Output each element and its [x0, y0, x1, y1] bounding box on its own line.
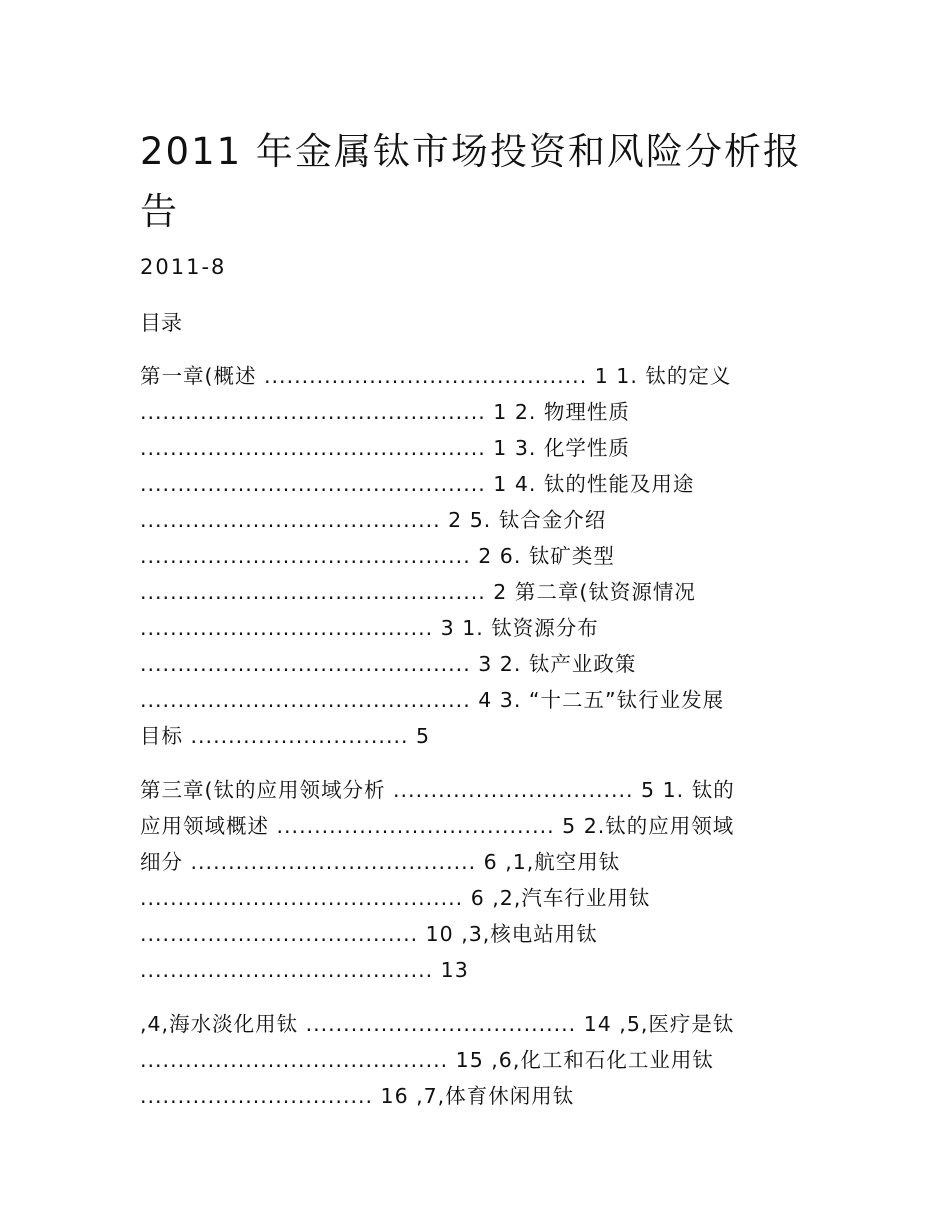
toc-line: .............................................. 1 3. 化学性质 — [140, 436, 630, 460]
title-line-1: 2011 年金属钛市场投资和风险分析报 — [140, 130, 802, 173]
toc-paragraph-3 — [140, 1006, 812, 1114]
toc-line: 细分 ...................................... 6 ,1,航空用钛 — [140, 850, 621, 874]
toc-line: ............................................ 2 6. 钛矿类型 — [140, 544, 615, 568]
title-line-2: 告 — [140, 190, 179, 233]
document-date: 2011-8 — [140, 255, 227, 279]
toc-line: ..................................... 10 ,3,核电站用钛 — [140, 922, 598, 946]
toc-line: ............................................ 4 3. “十二五”钛行业发展 — [140, 688, 725, 712]
toc-line: 应用领域概述 ..................................... 5 2.钛的应用领域 — [140, 814, 735, 838]
toc-line: .............................................. 2 第二章(钛资源情况 — [140, 580, 696, 604]
toc-paragraph-2 — [140, 772, 812, 988]
toc-line: ........................................ 2 5. 钛合金介绍 — [140, 508, 607, 532]
toc-line: 第三章(钛的应用领域分析 ................................ 5 1. 钛的 — [140, 778, 735, 802]
toc-heading: 目录 — [140, 311, 182, 335]
toc-line: 目标 ............................. 5 — [140, 724, 431, 748]
toc-line: 第一章(概述 ........................................... 1 1. 钛的定义 — [140, 364, 732, 388]
toc-line: ............................................ 3 2. 钛产业政策 — [140, 652, 637, 676]
toc-line: ,4,海水淡化用钛 .................................... 14 ,5,医疗是钛 — [140, 1012, 735, 1036]
toc-paragraph-1 — [140, 358, 812, 754]
toc-line: ....................................... 3 1. 钛资源分布 — [140, 616, 599, 640]
toc-line: .............................................. 1 4. 钛的性能及用途 — [140, 472, 695, 496]
toc-line: .............................................. 1 2. 物理性质 — [140, 400, 630, 424]
toc-line: ............................... 16 ,7,体育休闲用钛 — [140, 1084, 575, 1108]
toc-line: ......................................... 15 ,6,化工和石化工业用钛 — [140, 1048, 714, 1072]
document-title — [140, 122, 812, 242]
toc-line: ....................................... 13 — [140, 958, 469, 982]
toc-line: ........................................... 6 ,2,汽车行业用钛 — [140, 886, 651, 910]
